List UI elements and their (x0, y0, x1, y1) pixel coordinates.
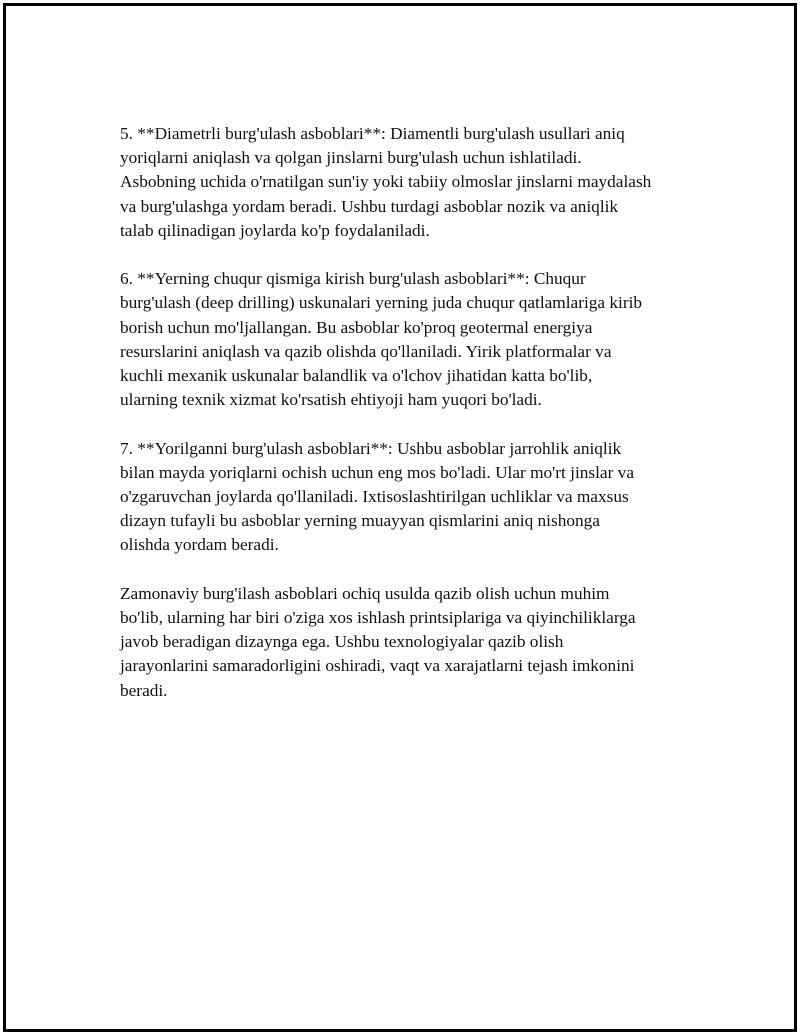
paragraph-conclusion (120, 582, 690, 703)
text-line: olishda yordam beradi. (120, 535, 279, 555)
text-line: Asbobning uchida o'rnatilgan sun'iy yoki tabiiy olmoslar jinslarni maydalash (120, 172, 652, 192)
text-line: ularning texnik xizmat ko'rsatish ehtiyoji ham yuqori bo'ladi. (120, 390, 542, 410)
text-line: bilan mayda yoriqlarni ochish uchun eng mos bo'ladi. Ular mo'rt jinslar va (120, 462, 634, 482)
text-line: 7. **Yorilganni burg'ulash asboblari**: Ushbu asboblar jarrohlik aniqlik (120, 438, 622, 458)
text-line: resurslarini aniqlash va qazib olishda qo'llaniladi. Yirik platformalar va (120, 341, 612, 361)
text-line: yoriqlarni aniqlash va qolgan jinslarni burg'ulash uchun ishlatiladi. (120, 148, 582, 168)
document-body (120, 122, 690, 727)
text-line: bo'lib, ularning har biri o'ziga xos ishlash printsiplariga va qiyinchiliklarga (120, 608, 636, 628)
text-line: talab qilinadigan joylarda ko'p foydalaniladi. (120, 220, 430, 240)
text-line: va burg'ulashga yordam beradi. Ushbu turdagi asboblar nozik va aniqlik (120, 196, 619, 216)
text-line: burg'ulash (deep drilling) uskunalari yerning juda chuqur qatlamlariga kirib (120, 293, 643, 313)
text-line: javob beradigan dizaynga ega. Ushbu texnologiyalar qazib olish (120, 632, 564, 652)
paragraph-deep-drilling-tools (120, 267, 690, 412)
text-line: jarayonlarini samaradorligini oshiradi, vaqt va xarajatlarni tejash imkonini (120, 656, 635, 676)
text-line: kuchli mexanik uskunalar balandlik va o'lchov jihatidan katta bo'lib, (120, 366, 593, 386)
text-line: 6. **Yerning chuqur qismiga kirish burg'ulash asboblari**: Chuqur (120, 269, 586, 289)
text-line: borish uchun mo'ljallangan. Bu asboblar ko'proq geotermal energiya (120, 317, 593, 337)
text-line: beradi. (120, 680, 168, 700)
text-line: Zamonaviy burg'ilash asboblari ochiq usulda qazib olish uchun muhim (120, 583, 610, 603)
paragraph-diamond-drilling-tools (120, 122, 690, 243)
text-line: o'zgaruvchan joylarda qo'llaniladi. Ixtisoslashtirilgan uchliklar va maxsus (120, 487, 629, 507)
paragraph-fracture-drilling-tools (120, 437, 690, 558)
text-line: dizayn tufayli bu asboblar yerning muayyan qismlarini aniq nishonga (120, 511, 600, 531)
document-page (3, 3, 797, 1032)
text-line: 5. **Diametrli burg'ulash asboblari**: Diamentli burg'ulash usullari aniq (120, 124, 625, 143)
